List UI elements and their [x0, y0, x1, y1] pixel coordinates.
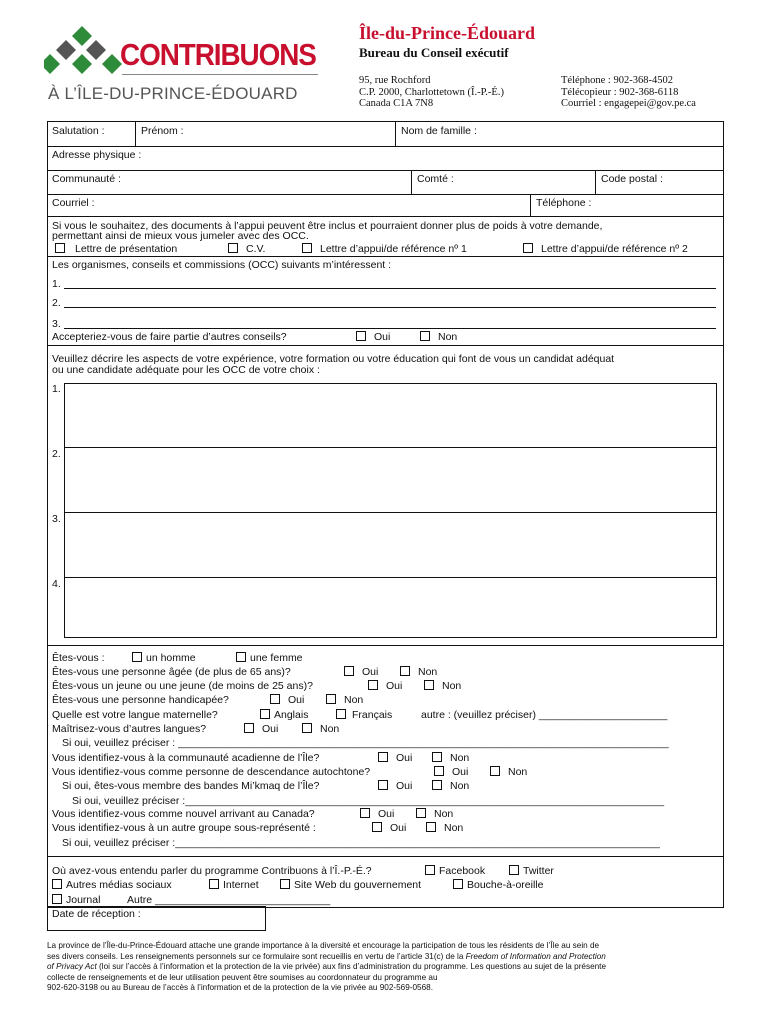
- occ-label: Les organismes, conseils et commissions (OCC) suivants m’intéressent :: [52, 259, 392, 271]
- senior-oui[interactable]: Oui: [344, 666, 378, 678]
- privacy-notice: La province de l’Île-du-Prince-Édouard attache une grande importance à la diversité et encourage la participation de tous les résidents de l’Île au sein de ses divers conseils. Les renseignements personnels sur ce formulaire sont recueillis en vertu de l’article 31(c) de la Freedom of Information and Protection of Privacy Act (loi sur l’accès à l’information et la protection de la vie privée) aux fins d’administration du programme. Les questions au sujet de la présente collecte de renseignements et de leur utilisation peuvent être soumises au coordonnateur du programme au 902-620-3198 ou au Bureau de l’accès à l’information et de la protection de la vie privée au 902-569-0568.: [47, 941, 607, 993]
- experience-box-2[interactable]: [64, 447, 717, 513]
- underrep-non[interactable]: Non: [426, 822, 463, 834]
- acadian-non[interactable]: Non: [432, 752, 469, 764]
- checkbox-icon[interactable]: [302, 723, 312, 733]
- checkbox-icon[interactable]: [523, 243, 533, 253]
- doc-option-cover-letter[interactable]: Lettre de présentation: [55, 243, 177, 255]
- checkbox-icon[interactable]: [360, 808, 370, 818]
- checkbox-icon[interactable]: [280, 879, 290, 889]
- source-internet[interactable]: Internet: [209, 879, 259, 891]
- contact-block: Téléphone : 902-368-4502 Télécopieur : 902-368-6118 Courriel : engagepei@gov.pe.ca: [561, 75, 696, 109]
- mikmaq-oui[interactable]: Oui: [378, 780, 412, 792]
- community-field[interactable]: Communauté :: [52, 173, 121, 185]
- first-name-field[interactable]: Prénom :: [141, 125, 184, 137]
- youth-oui[interactable]: Oui: [368, 680, 402, 692]
- checkbox-icon[interactable]: [52, 879, 62, 889]
- checkbox-icon[interactable]: [509, 865, 519, 875]
- source-gov-website[interactable]: Site Web du gouvernement: [280, 879, 421, 891]
- newcomer-oui[interactable]: Oui: [360, 808, 394, 820]
- mikmaq-specify-field[interactable]: Si oui, veuillez préciser :__________________________________________________________________________________: [72, 795, 665, 807]
- checkbox-icon[interactable]: [344, 666, 354, 676]
- address-block: 95, rue Rochford C.P. 2000, Charlottetown (Î.-P.-É.) Canada C1A 7N8: [359, 75, 504, 109]
- checkbox-icon[interactable]: [416, 808, 426, 818]
- office-title: Bureau du Conseil exécutif: [359, 45, 509, 60]
- checkbox-icon[interactable]: [270, 694, 280, 704]
- indigenous-non[interactable]: Non: [490, 766, 527, 778]
- disability-non[interactable]: Non: [326, 694, 363, 706]
- checkbox-icon[interactable]: [244, 723, 254, 733]
- doc-option-cv[interactable]: C.V.: [228, 243, 265, 255]
- source-facebook[interactable]: Facebook: [425, 865, 485, 877]
- occ-line-1[interactable]: [64, 288, 716, 289]
- last-name-field[interactable]: Nom de famille :: [401, 125, 477, 137]
- checkbox-icon[interactable]: [378, 780, 388, 790]
- tongue-other-field[interactable]: autre : (veuillez préciser) ______________________: [421, 709, 668, 721]
- checkbox-icon[interactable]: [260, 709, 270, 719]
- checkbox-icon[interactable]: [356, 331, 366, 341]
- checkbox-icon[interactable]: [378, 752, 388, 762]
- checkbox-icon[interactable]: [420, 331, 430, 341]
- experience-intro-1: Veuillez décrire les aspects de votre expérience, votre formation ou votre éducation qui font de vous un candidat adéquat: [52, 353, 615, 365]
- checkbox-icon[interactable]: [132, 652, 142, 662]
- checkbox-icon[interactable]: [424, 680, 434, 690]
- checkbox-icon[interactable]: [336, 709, 346, 719]
- experience-4-label: 4.: [52, 578, 61, 590]
- address-field[interactable]: Adresse physique :: [52, 149, 142, 161]
- acadian-oui[interactable]: Oui: [378, 752, 412, 764]
- experience-box-3[interactable]: [64, 512, 717, 578]
- underrep-specify-field[interactable]: Si oui, veuillez préciser :___________________________________________________________________________________: [62, 837, 660, 849]
- checkbox-icon[interactable]: [432, 752, 442, 762]
- checkbox-icon[interactable]: [372, 822, 382, 832]
- indigenous-question: Vous identifiez-vous comme personne de descendance autochtone?: [52, 766, 371, 778]
- gender-label: Êtes-vous :: [52, 652, 105, 664]
- source-twitter[interactable]: Twitter: [509, 865, 554, 877]
- underrep-question: Vous identifiez-vous à un autre groupe sous-représenté :: [52, 822, 316, 834]
- checkbox-icon[interactable]: [55, 243, 65, 253]
- checkbox-icon[interactable]: [400, 666, 410, 676]
- province-title: Île-du-Prince-Édouard: [359, 23, 536, 43]
- checkbox-icon[interactable]: [52, 894, 62, 904]
- checkbox-icon[interactable]: [236, 652, 246, 662]
- occ-line-2[interactable]: [64, 307, 716, 308]
- gender-homme[interactable]: un homme: [132, 652, 196, 664]
- accept-question: Accepteriez-vous de faire partie d’autres conseils?: [52, 331, 287, 343]
- disability-oui[interactable]: Oui: [270, 694, 304, 706]
- county-field[interactable]: Comté :: [417, 173, 454, 185]
- mikmaq-non[interactable]: Non: [432, 780, 469, 792]
- occ-line-1-label: 1.: [52, 278, 61, 290]
- tongue-anglais[interactable]: Anglais: [260, 709, 308, 721]
- docs-intro-1: Si vous le souhaitez, des documents à l’appui peuvent être inclus et pourraient donner plus de poids à votre demande,: [52, 220, 603, 232]
- source-journal[interactable]: Journal: [52, 894, 100, 906]
- accept-non[interactable]: Non: [420, 331, 457, 343]
- source-social[interactable]: Autres médias sociaux: [52, 879, 172, 891]
- indigenous-oui[interactable]: Oui: [434, 766, 468, 778]
- salutation-field[interactable]: Salutation :: [52, 125, 105, 137]
- other-languages-question: Maîtrisez-vous d’autres langues?: [52, 723, 207, 735]
- checkbox-icon[interactable]: [432, 780, 442, 790]
- acadian-question: Vous identifiez-vous à la communauté acadienne de l’Île?: [52, 752, 320, 764]
- postal-code-field[interactable]: Code postal :: [601, 173, 663, 185]
- mikmaq-question: Si oui, êtes-vous membre des bandes Mi’kmaq de l’Île?: [62, 780, 320, 792]
- logo-subtitle: À L’ÎLE-DU-PRINCE-ÉDOUARD: [48, 84, 298, 103]
- experience-intro-2: ou une candidate adéquate pour les OCC de votre choix :: [52, 364, 320, 376]
- occ-line-3[interactable]: [64, 328, 716, 329]
- tongue-francais[interactable]: Français: [336, 709, 392, 721]
- docs-intro-2: permettant ainsi de mieux vous jumeler avec des OCC.: [52, 230, 309, 242]
- gender-femme[interactable]: une femme: [236, 652, 303, 664]
- underrep-oui[interactable]: Oui: [372, 822, 406, 834]
- mother-tongue-question: Quelle est votre langue maternelle?: [52, 709, 218, 721]
- logo-mark-icon: [44, 26, 124, 86]
- checkbox-icon[interactable]: [453, 879, 463, 889]
- doc-option-reference-1[interactable]: Lettre d’appui/de référence nº 1: [302, 243, 467, 255]
- experience-2-label: 2.: [52, 448, 61, 460]
- languages-oui[interactable]: Oui: [244, 723, 278, 735]
- logo-wordmark: CONTRIBUONS: [120, 37, 316, 72]
- checkbox-icon[interactable]: [209, 879, 219, 889]
- experience-box-1[interactable]: [64, 383, 717, 448]
- source-question: Où avez-vous entendu parler du programme Contribuons à l’Î.-P.-É.?: [52, 865, 372, 877]
- occ-line-3-label: 3.: [52, 318, 61, 330]
- youth-question: Êtes-vous un jeune ou une jeune (de moins de 25 ans)?: [52, 680, 313, 692]
- checkbox-icon[interactable]: [490, 766, 500, 776]
- checkbox-icon[interactable]: [425, 865, 435, 875]
- email-field[interactable]: Courriel :: [52, 197, 95, 209]
- checkbox-icon[interactable]: [228, 243, 238, 253]
- newcomer-non[interactable]: Non: [416, 808, 453, 820]
- checkbox-icon[interactable]: [326, 694, 336, 704]
- checkbox-icon[interactable]: [426, 822, 436, 832]
- disability-question: Êtes-vous une personne handicapée?: [52, 694, 229, 706]
- source-other-field[interactable]: Autre ______________________________: [127, 894, 331, 906]
- senior-non[interactable]: Non: [400, 666, 437, 678]
- languages-non[interactable]: Non: [302, 723, 339, 735]
- newcomer-question: Vous identifiez-vous comme nouvel arrivant au Canada?: [52, 808, 315, 820]
- logo: [44, 24, 324, 108]
- checkbox-icon[interactable]: [368, 680, 378, 690]
- accept-oui[interactable]: Oui: [356, 331, 390, 343]
- experience-box-4[interactable]: [64, 577, 717, 638]
- date-received-label: Date de réception :: [52, 908, 141, 920]
- experience-3-label: 3.: [52, 513, 61, 525]
- youth-non[interactable]: Non: [424, 680, 461, 692]
- doc-option-reference-2[interactable]: Lettre d’appui/de référence nº 2: [523, 243, 688, 255]
- senior-question: Êtes-vous une personne âgée (de plus de 65 ans)?: [52, 666, 291, 678]
- checkbox-icon[interactable]: [302, 243, 312, 253]
- checkbox-icon[interactable]: [434, 766, 444, 776]
- occ-line-2-label: 2.: [52, 297, 61, 309]
- phone-field[interactable]: Téléphone :: [536, 197, 592, 209]
- languages-specify-field[interactable]: Si oui, veuillez préciser : ____________________________________________________________________________________: [62, 737, 669, 749]
- experience-1-label: 1.: [52, 383, 61, 395]
- source-word-of-mouth[interactable]: Bouche-à-oreille: [453, 879, 543, 891]
